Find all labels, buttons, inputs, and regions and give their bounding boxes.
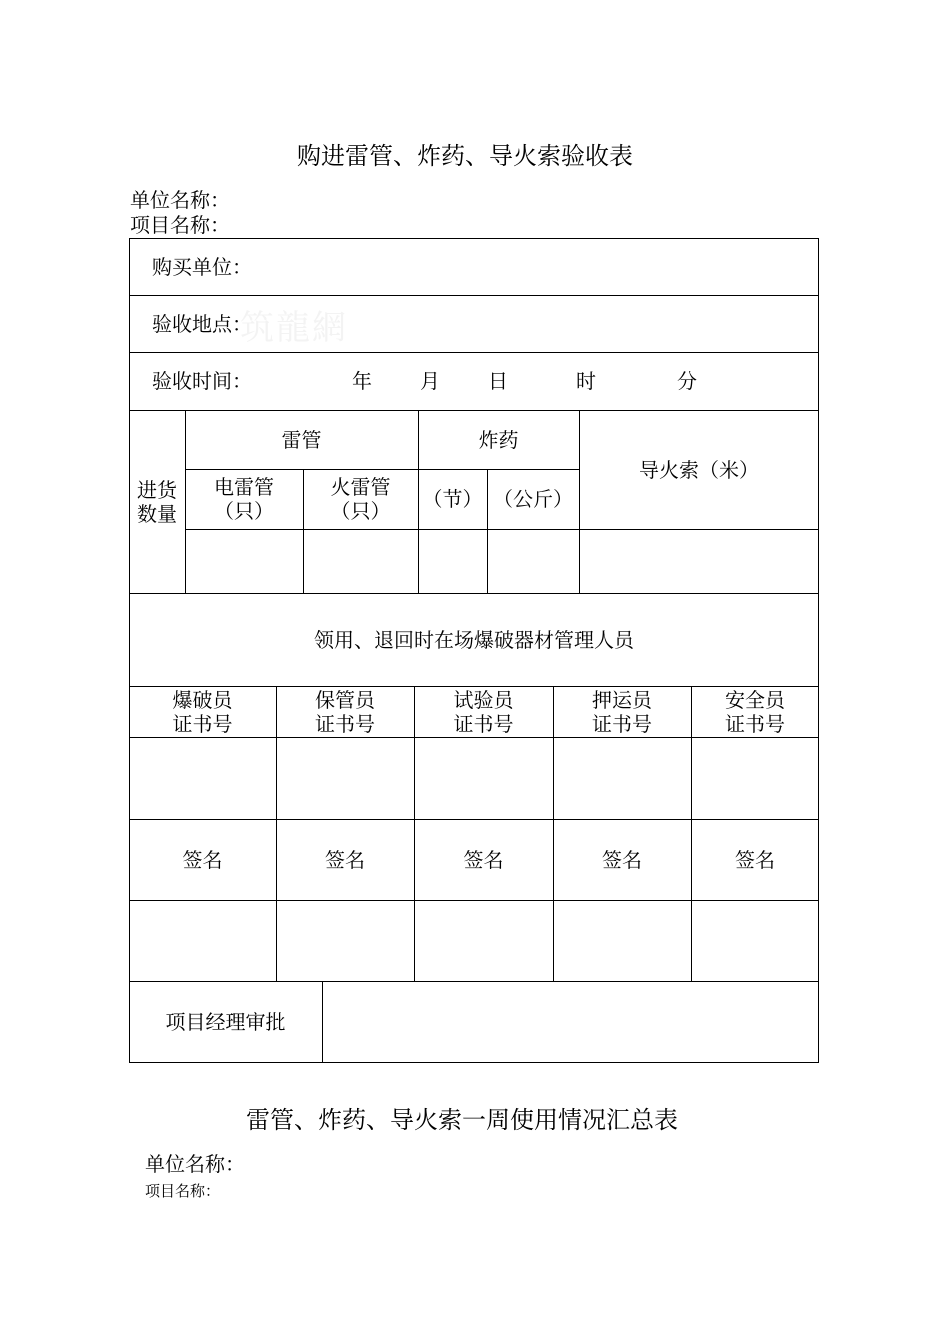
- time-unit-day: 日: [488, 369, 508, 393]
- explosive-section-header: （节）: [422, 487, 483, 511]
- time-unit-minute: 分: [677, 369, 697, 393]
- project-name-label: 项目名称：: [130, 213, 230, 237]
- explosive-header: 炸药: [478, 427, 519, 452]
- quantity-header: 进货 数量: [137, 477, 177, 526]
- role-safety-officer: 安全员 证书号: [725, 687, 785, 736]
- time-unit-month: 月: [420, 369, 440, 393]
- role-escort: 押运员 证书号: [592, 687, 652, 736]
- summary-unit-name-label: 单位名称：: [145, 1152, 245, 1176]
- time-unit-year: 年: [352, 369, 372, 393]
- role-blaster: 爆破员 证书号: [172, 687, 233, 736]
- watermark: 筑龍網: [240, 308, 348, 348]
- acceptance-time-label: 验收时间：: [152, 369, 252, 393]
- pm-approval-label: 项目经理审批: [165, 1010, 286, 1034]
- explosive-kg-header: （公斤）: [493, 487, 573, 511]
- table-rule: [129, 737, 819, 738]
- unit-name-label: 单位名称：: [130, 188, 230, 212]
- role-tester: 试验员 证书号: [453, 687, 514, 736]
- electric-detonator-header: 电雷管 （只）: [214, 475, 274, 523]
- form-title: 购进雷管、炸药、导火索验收表: [297, 142, 633, 170]
- table-rule: [185, 529, 819, 530]
- personnel-header: 领用、退回时在场爆破器材管理人员: [314, 627, 634, 652]
- fire-detonator-header: 火雷管 （只）: [330, 475, 391, 523]
- table-rule: [129, 900, 819, 901]
- signature-label: 签名: [182, 847, 223, 872]
- signature-label: 签名: [602, 847, 642, 872]
- summary-title: 雷管、炸药、导火索一周使用情况汇总表: [246, 1106, 678, 1134]
- time-unit-hour: 时: [576, 369, 596, 393]
- detonator-header: 雷管: [281, 427, 322, 452]
- signature-label: 签名: [735, 847, 775, 872]
- summary-project-name-label: 项目名称：: [145, 1182, 221, 1200]
- signature-label: 签名: [325, 847, 365, 872]
- table-rule: [322, 981, 323, 1063]
- role-custodian: 保管员 证书号: [315, 687, 375, 736]
- purchase-unit-label: 购买单位：: [152, 254, 252, 279]
- signature-label: 签名: [463, 847, 504, 872]
- fuse-header: 导火索（米）: [639, 457, 759, 482]
- acceptance-place-label: 验收地点：: [152, 311, 252, 336]
